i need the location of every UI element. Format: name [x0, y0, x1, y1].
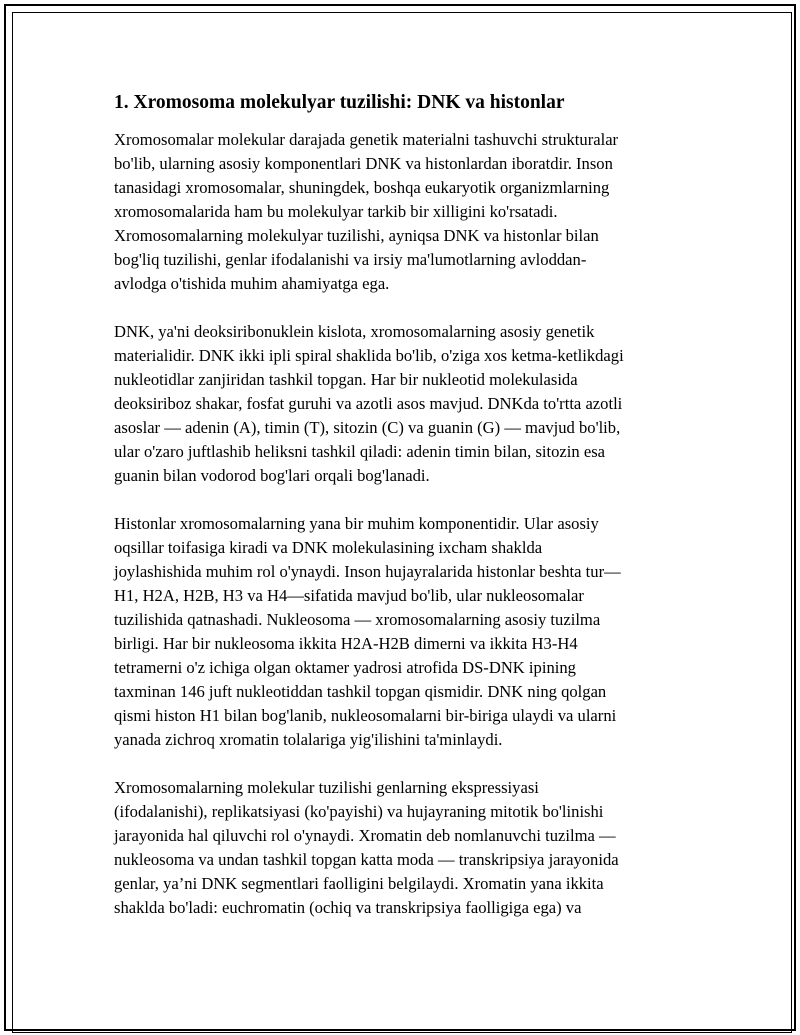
paragraph-chromatin	[114, 776, 692, 920]
paragraph-line: birligi. Har bir nukleosoma ikkita H2A-H2B dimerni va ikkita H3-H4	[114, 634, 578, 653]
paragraph-line: Xromosomalarning molekulyar tuzilishi, ayniqsa DNK va histonlar bilan	[114, 226, 599, 245]
paragraph-line: yanada zichroq xromatin tolalariga yig'ilishini ta'minlaydi.	[114, 730, 503, 749]
paragraph-line: shaklda bo'ladi: euchromatin (ochiq va transkripsiya faolligiga ega) va	[114, 898, 582, 917]
paragraph-line: bo'lib, ularning asosiy komponentlari DNK va histonlardan iboratdir. Inson	[114, 154, 613, 173]
document-body	[114, 90, 692, 944]
paragraph-line: DNK, ya'ni deoksiribonuklein kislota, xromosomalarning asosiy genetik	[114, 322, 595, 341]
paragraph-line: tuzilishida qatnashadi. Nukleosoma — xromosomalarning asosiy tuzilma	[114, 610, 601, 629]
paragraph-line: nukleosoma va undan tashkil topgan katta moda — transkripsiya jarayonida	[114, 850, 619, 869]
paragraph-line: oqsillar toifasiga kiradi va DNK molekulasining ixcham shaklda	[114, 538, 543, 557]
paragraph-line: asoslar — adenin (A), timin (T), sitozin (C) va guanin (G) — mavjud bo'lib,	[114, 418, 621, 437]
paragraph-line: taxminan 146 juft nukleotiddan tashkil topgan qismidir. DNK ning qolgan	[114, 682, 607, 701]
paragraph-line: bog'liq tuzilishi, genlar ifodalanishi va irsiy ma'lumotlarning avloddan-	[114, 250, 587, 269]
paragraph-line: nukleotidlar zanjiridan tashkil topgan. Har bir nukleotid molekulasida	[114, 370, 578, 389]
paragraph-line: ular o'zaro juftlashib heliksni tashkil qiladi: adenin timin bilan, sitozin esa	[114, 442, 606, 461]
paragraph-line: Histonlar xromosomalarning yana bir muhim komponentidir. Ular asosiy	[114, 514, 599, 533]
paragraph-line: genlar, ya’ni DNK segmentlari faolligini belgilaydi. Xromatin yana ikkita	[114, 874, 604, 893]
paragraph-line: jarayonida hal qiluvchi rol o'ynaydi. Xromatin deb nomlanuvchi tuzilma —	[114, 826, 616, 845]
paragraph-dna	[114, 320, 692, 488]
paragraph-line: guanin bilan vodorod bog'lari orqali bog'lanadi.	[114, 466, 430, 485]
paragraph-line: materialidir. DNK ikki ipli spiral shaklida bo'lib, o'ziga xos ketma-ketlikdagi	[114, 346, 624, 365]
paragraph-line: qismi histon H1 bilan bog'lanib, nukleosomalarni bir-biriga ulaydi va ularni	[114, 706, 617, 725]
paragraph-histones	[114, 512, 692, 752]
paragraph-intro	[114, 128, 692, 296]
paragraph-line: Xromosomalar molekular darajada genetik materialni tashuvchi strukturalar	[114, 130, 619, 149]
paragraph-line: joylashishida muhim rol o'ynaydi. Inson hujayralarida histonlar beshta tur—	[114, 562, 621, 581]
paragraph-line: Xromosomalarning molekular tuzilishi genlarning ekspressiyasi	[114, 778, 539, 797]
section-heading: 1. Xromosoma molekulyar tuzilishi: DNK va histonlar	[114, 92, 565, 113]
paragraph-line: xromosomalarida ham bu molekulyar tarkib bir xilligini ko'rsatadi.	[114, 202, 558, 221]
paragraph-line: H1, H2A, H2B, H3 va H4—sifatida mavjud bo'lib, ular nukleosomalar	[114, 586, 584, 605]
paragraph-line: tanasidagi xromosomalar, shuningdek, boshqa eukaryotik organizmlarning	[114, 178, 610, 197]
paragraph-line: tetramerni o'z ichiga olgan oktamer yadrosi atrofida DS-DNK ipining	[114, 658, 576, 677]
paragraph-line: deoksiriboz shakar, fosfat guruhi va azotli asos mavjud. DNKda to'rtta azotli	[114, 394, 623, 413]
paragraph-line: avlodga o'tishida muhim ahamiyatga ega.	[114, 274, 390, 293]
paragraph-line: (ifodalanishi), replikatsiyasi (ko'payishi) va hujayraning mitotik bo'linishi	[114, 802, 604, 821]
